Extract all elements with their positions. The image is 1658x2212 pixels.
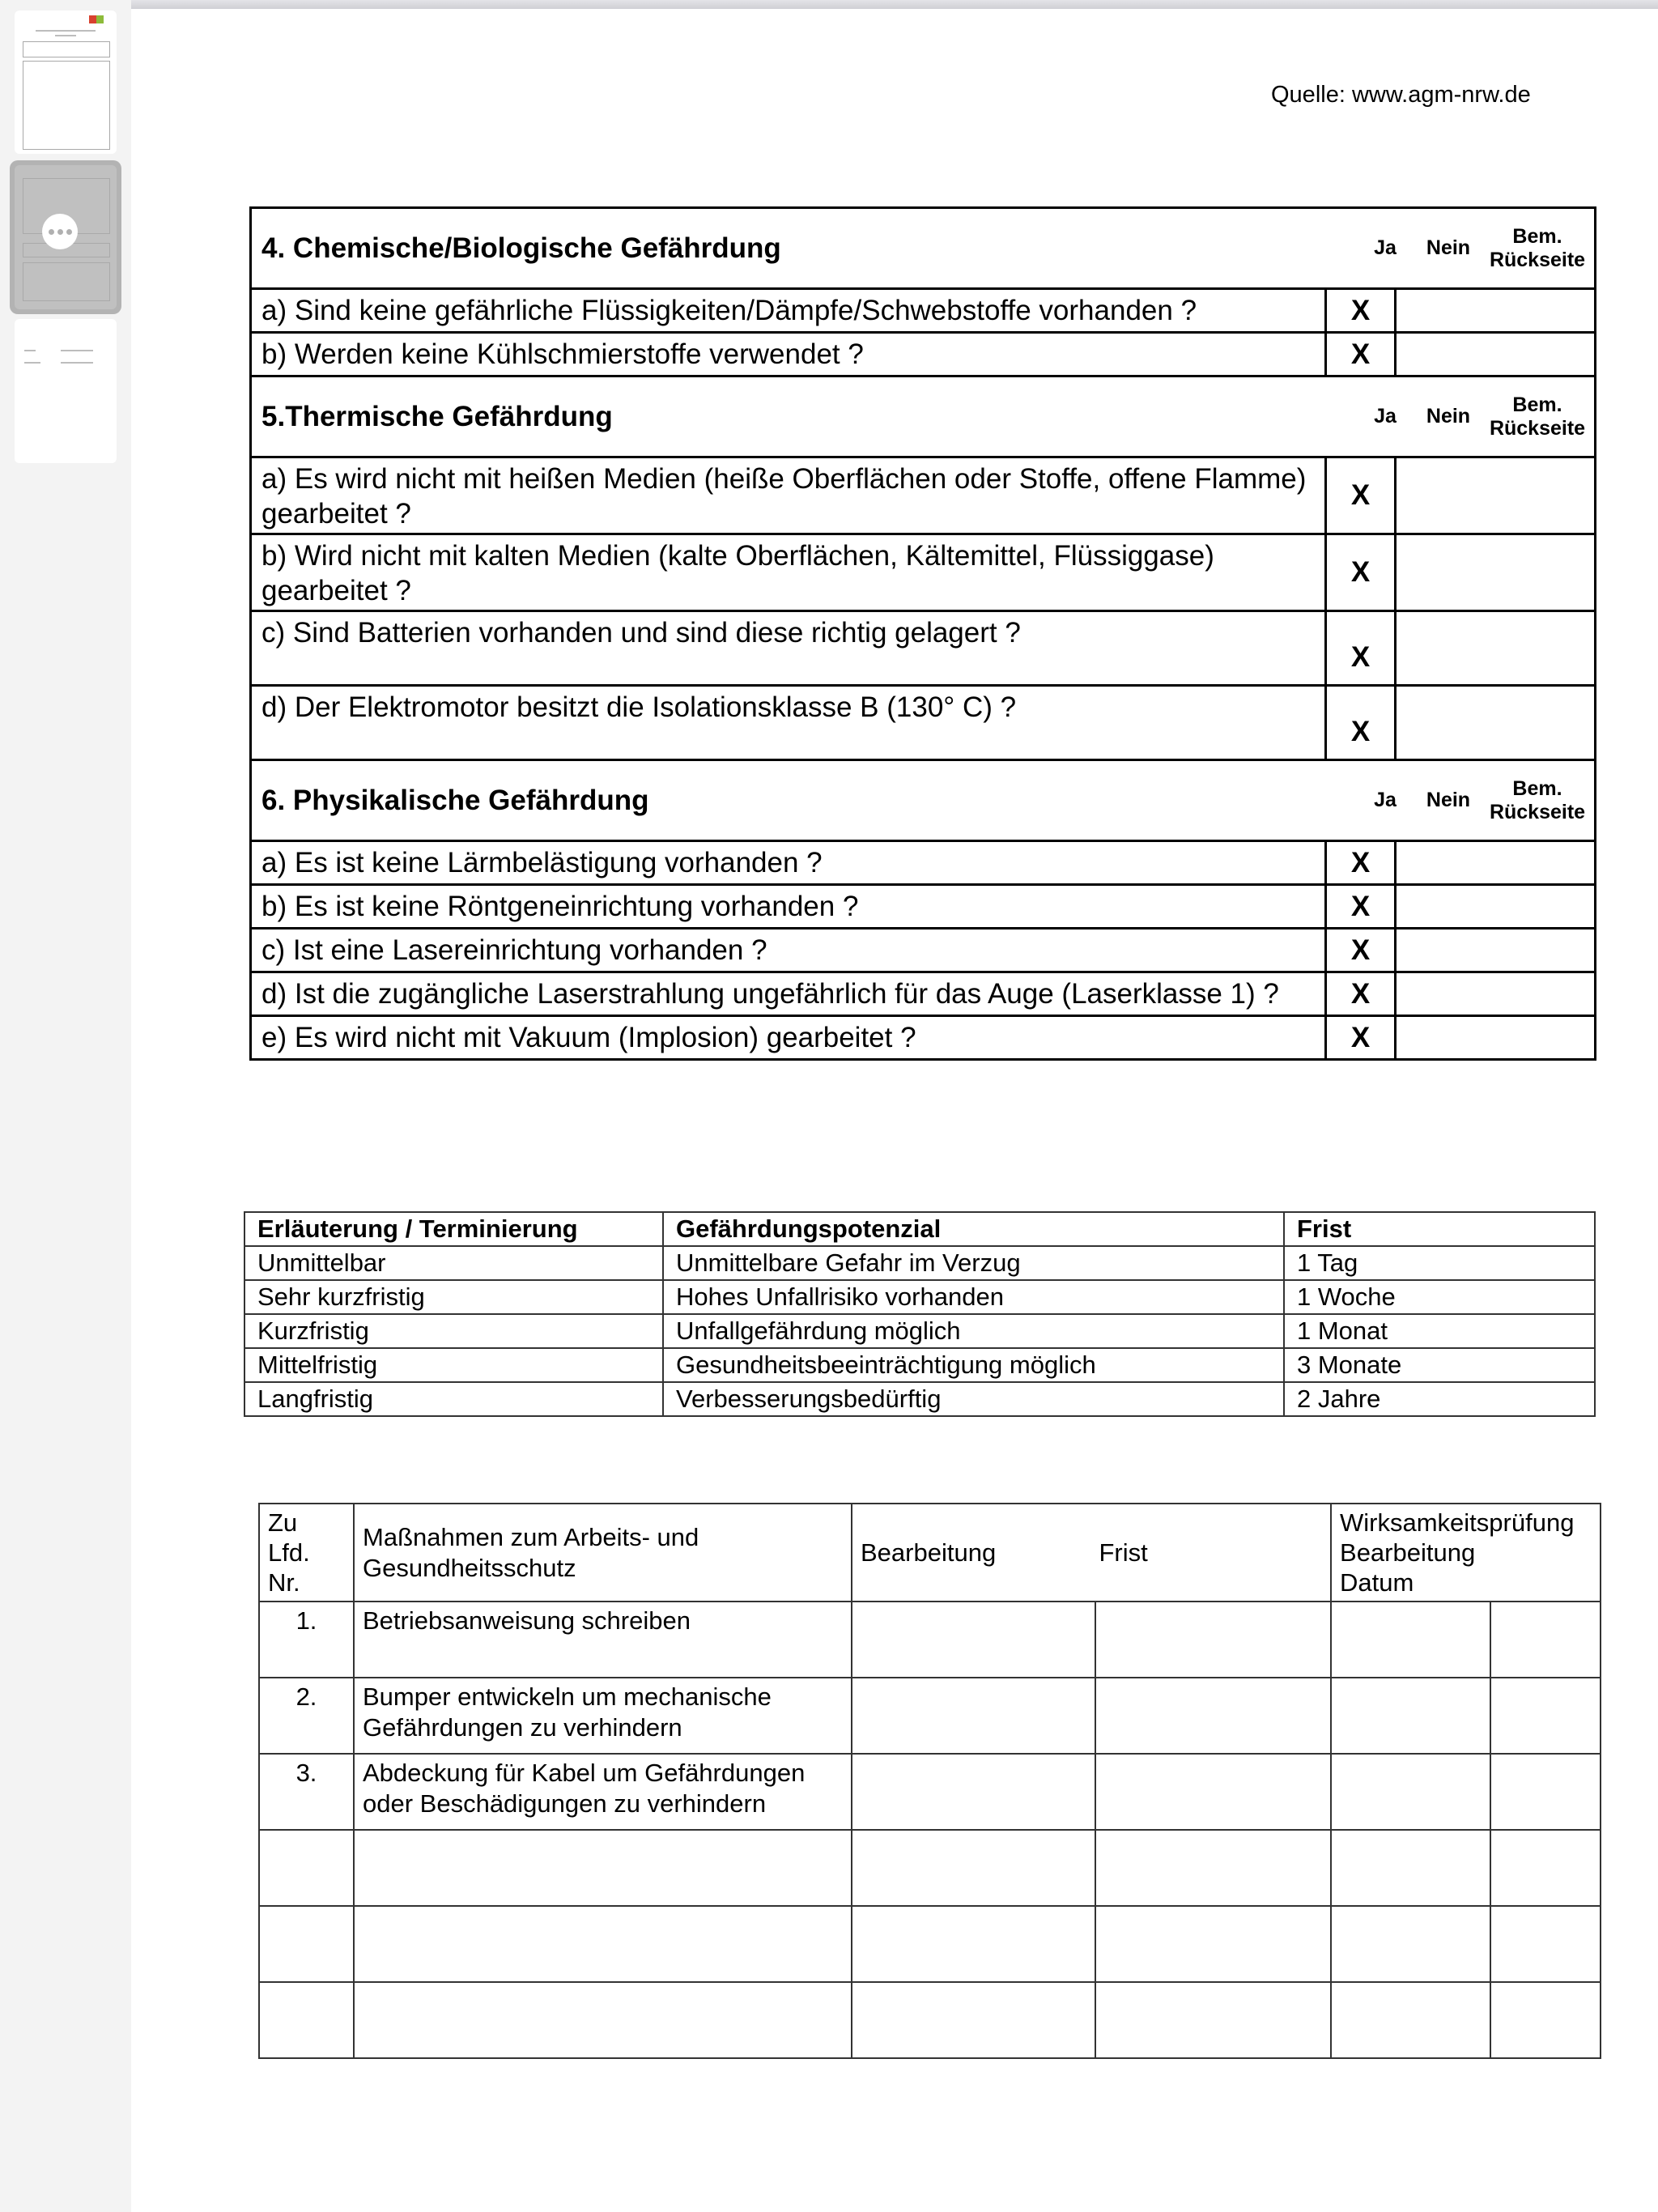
nein-cell[interactable]: [1397, 535, 1594, 610]
col-bem-line2: Rückseite: [1489, 416, 1586, 440]
col-bem: [1481, 777, 1594, 824]
header-bearbeitung: Bearbeitung: [861, 1538, 997, 1567]
ja-checkbox[interactable]: X: [1327, 535, 1397, 610]
header-measure: [354, 1504, 852, 1602]
question-text: b) Werden keine Kühlschmierstoffe verwendet ?: [252, 334, 1327, 375]
header-nr-line: Zu: [268, 1508, 298, 1537]
logo-icon-green: [96, 15, 104, 23]
legend-cell: 3 Monate: [1284, 1348, 1595, 1382]
ja-checkbox[interactable]: X: [1327, 842, 1397, 883]
measure-text[interactable]: [354, 1906, 852, 1982]
logo-icon: [89, 15, 96, 23]
section-header: [252, 761, 1594, 842]
header-frist: Frist: [1099, 1538, 1148, 1567]
legend-row: [244, 1382, 1595, 1416]
frist-cell[interactable]: [1095, 1602, 1331, 1678]
frist-cell[interactable]: [1095, 1982, 1331, 2058]
col-bem: [1481, 393, 1594, 440]
page-thumbnail-1[interactable]: [15, 11, 117, 154]
legend-cell: Hohes Unfallrisiko vorhanden: [663, 1280, 1284, 1314]
legend-cell: Unmittelbar: [244, 1246, 663, 1280]
legend-cell: Langfristig: [244, 1382, 663, 1416]
nein-cell[interactable]: [1397, 1017, 1594, 1058]
ja-checkbox[interactable]: X: [1327, 973, 1397, 1015]
header-bearbeitung-frist: [852, 1504, 1331, 1602]
more-options-button[interactable]: [42, 214, 78, 249]
nein-cell[interactable]: [1397, 290, 1594, 331]
header-measure-line: Maßnahmen zum Arbeits- und: [363, 1522, 699, 1551]
question-text: a) Es ist keine Lärmbelästigung vorhanden ?: [252, 842, 1327, 883]
measure-line: Bumper entwickeln um mechanische: [363, 1682, 772, 1711]
question-row: [252, 535, 1594, 612]
wirk-bearbeitung-cell[interactable]: [1331, 1906, 1490, 1982]
measure-line: Abdeckung für Kabel um Gefährdungen: [363, 1759, 806, 1787]
ja-checkbox[interactable]: X: [1327, 458, 1397, 533]
legend-row: [244, 1348, 1595, 1382]
bearbeitung-cell[interactable]: [852, 1602, 1095, 1678]
nein-cell[interactable]: [1397, 687, 1594, 759]
question-text: e) Es wird nicht mit Vakuum (Implosion) gearbeitet ?: [252, 1017, 1327, 1058]
measure-text[interactable]: [354, 1982, 852, 2058]
ellipsis-icon: [49, 229, 54, 235]
wirk-bearbeitung-cell[interactable]: [1331, 1678, 1490, 1754]
ja-checkbox[interactable]: X: [1327, 886, 1397, 927]
nein-cell[interactable]: [1397, 886, 1594, 927]
measure-nr: [259, 1982, 354, 2058]
col-bem-line2: Rückseite: [1489, 248, 1586, 271]
question-text: c) Ist eine Lasereinrichtung vorhanden ?: [252, 929, 1327, 971]
col-bem-line1: Bem.: [1512, 224, 1562, 248]
header-wirk-line: Wirksamkeitsprüfung: [1340, 1508, 1575, 1537]
wirk-datum-cell[interactable]: [1490, 1906, 1601, 1982]
question-text: d) Der Elektromotor besitzt die Isolationsklasse B (130° C) ?: [252, 687, 1327, 759]
question-text: a) Sind keine gefährliche Flüssigkeiten/Dämpfe/Schwebstoffe vorhanden ?: [252, 290, 1327, 331]
legend-cell: Gesundheitsbeeinträchtigung möglich: [663, 1348, 1284, 1382]
nein-cell[interactable]: [1397, 973, 1594, 1015]
col-nein: Nein: [1426, 789, 1471, 811]
measure-nr: [259, 1906, 354, 1982]
legend-row: [244, 1246, 1595, 1280]
nein-cell[interactable]: [1397, 334, 1594, 375]
legend-cell: Kurzfristig: [244, 1314, 663, 1348]
header-nr-line: Nr.: [268, 1568, 300, 1597]
question-row: [252, 929, 1594, 973]
wirk-bearbeitung-cell[interactable]: [1331, 1982, 1490, 2058]
col-ja: Ja: [1374, 236, 1397, 259]
header-wirk-line: Datum: [1340, 1568, 1414, 1597]
legend-cell: 1 Monat: [1284, 1314, 1595, 1348]
measures-header-row: [259, 1504, 1601, 1602]
wirk-bearbeitung-cell[interactable]: [1331, 1602, 1490, 1678]
bearbeitung-cell[interactable]: [852, 1678, 1095, 1754]
col-nein: Nein: [1426, 236, 1471, 259]
measure-row: [259, 1906, 1601, 1982]
measure-text[interactable]: [354, 1602, 852, 1678]
measure-nr: 2.: [259, 1678, 354, 1754]
wirk-bearbeitung-cell[interactable]: [1331, 1830, 1490, 1906]
section-header: [252, 209, 1594, 290]
question-row: [252, 458, 1594, 535]
question-row: [252, 334, 1594, 377]
ja-checkbox[interactable]: X: [1327, 929, 1397, 971]
header-wirksamkeit: [1331, 1504, 1601, 1602]
frist-cell[interactable]: [1095, 1830, 1331, 1906]
col-bem-line1: Bem.: [1512, 393, 1562, 416]
measure-row: [259, 1982, 1601, 2058]
question-text: b) Wird nicht mit kalten Medien (kalte Oberflächen, Kältemittel, Flüssiggase) gearbeitet ?: [252, 535, 1327, 610]
wirk-bearbeitung-cell[interactable]: [1331, 1754, 1490, 1830]
header-measure-line: Gesundheitsschutz: [363, 1553, 576, 1582]
nein-cell[interactable]: [1397, 612, 1594, 684]
bearbeitung-cell[interactable]: [852, 1754, 1095, 1830]
wirk-datum-cell[interactable]: [1490, 1830, 1601, 1906]
col-ja: Ja: [1374, 405, 1397, 428]
question-row: [252, 842, 1594, 886]
header-nr: [259, 1504, 354, 1602]
col-ja: Ja: [1374, 789, 1397, 811]
deadline-legend-table: [244, 1211, 1596, 1417]
measure-row: [259, 1602, 1601, 1678]
measures-table: [258, 1503, 1601, 2059]
question-text: d) Ist die zugängliche Laserstrahlung ungefährlich für das Auge (Laserklasse 1) ?: [252, 973, 1327, 1015]
wirk-datum-cell[interactable]: [1490, 1602, 1601, 1678]
nein-cell[interactable]: [1397, 929, 1594, 971]
measure-row: [259, 1754, 1601, 1830]
question-text: c) Sind Batterien vorhanden und sind diese richtig gelagert ?: [252, 612, 1327, 684]
legend-header-row: [244, 1212, 1595, 1246]
question-row: [252, 290, 1594, 334]
measure-line: oder Beschädigungen zu verhindern: [363, 1789, 767, 1818]
section-title: 6. Physikalische Gefährdung: [261, 784, 649, 816]
ja-checkbox[interactable]: X: [1327, 1017, 1397, 1058]
nein-cell[interactable]: [1397, 842, 1594, 883]
question-row: [252, 886, 1594, 929]
measure-text[interactable]: [354, 1830, 852, 1906]
frist-cell[interactable]: [1095, 1906, 1331, 1982]
wirk-datum-cell[interactable]: [1490, 1754, 1601, 1830]
header-wirk-line: Bearbeitung: [1340, 1538, 1476, 1567]
question-text: b) Es ist keine Röntgeneinrichtung vorhanden ?: [252, 886, 1327, 927]
viewer-toolbar: [131, 0, 1658, 9]
wirk-datum-cell[interactable]: [1490, 1982, 1601, 2058]
legend-cell: Verbesserungsbedürftig: [663, 1382, 1284, 1416]
legend-row: [244, 1280, 1595, 1314]
section-title: 4. Chemische/Biologische Gefährdung: [261, 232, 781, 264]
ja-checkbox[interactable]: X: [1327, 290, 1397, 331]
question-row: [252, 1017, 1594, 1061]
page-thumbnail-3[interactable]: [15, 319, 117, 463]
question-row: [252, 687, 1594, 761]
question-row: [252, 612, 1594, 687]
legend-header: Gefährdungspotenzial: [663, 1212, 1284, 1246]
col-bem: [1481, 225, 1594, 272]
ja-checkbox[interactable]: X: [1327, 612, 1397, 684]
page-thumbnail-2[interactable]: [10, 160, 121, 314]
measure-nr: 3.: [259, 1754, 354, 1830]
frist-cell[interactable]: [1095, 1678, 1331, 1754]
legend-cell: Sehr kurzfristig: [244, 1280, 663, 1314]
nein-cell[interactable]: [1397, 458, 1594, 533]
section-title: 5.Thermische Gefährdung: [261, 400, 613, 432]
source-note: Quelle: www.agm-nrw.de: [1271, 82, 1531, 108]
legend-cell: Mittelfristig: [244, 1348, 663, 1382]
col-bem-line2: Rückseite: [1489, 800, 1586, 823]
ja-checkbox[interactable]: X: [1327, 687, 1397, 759]
legend-cell: 1 Woche: [1284, 1280, 1595, 1314]
legend-cell: 1 Tag: [1284, 1246, 1595, 1280]
measure-text[interactable]: [354, 1678, 852, 1754]
header-nr-line: Lfd.: [268, 1538, 310, 1567]
measure-text[interactable]: [354, 1754, 852, 1830]
legend-row: [244, 1314, 1595, 1348]
bearbeitung-cell[interactable]: [852, 1906, 1095, 1982]
measure-row: [259, 1678, 1601, 1754]
section-header: [252, 377, 1594, 458]
ja-checkbox[interactable]: X: [1327, 334, 1397, 375]
col-bem-line1: Bem.: [1512, 776, 1562, 800]
bearbeitung-cell[interactable]: [852, 1982, 1095, 2058]
frist-cell[interactable]: [1095, 1754, 1331, 1830]
measure-row: [259, 1830, 1601, 1906]
measure-nr: [259, 1830, 354, 1906]
question-row: [252, 973, 1594, 1017]
wirk-datum-cell[interactable]: [1490, 1678, 1601, 1754]
legend-cell: Unmittelbare Gefahr im Verzug: [663, 1246, 1284, 1280]
col-nein: Nein: [1426, 405, 1471, 428]
bearbeitung-cell[interactable]: [852, 1830, 1095, 1906]
measure-nr: 1.: [259, 1602, 354, 1678]
question-text: a) Es wird nicht mit heißen Medien (heiße Oberflächen oder Stoffe, offene Flamme) gearbeitet ?: [252, 458, 1327, 533]
measure-line: Betriebsanweisung schreiben: [363, 1606, 691, 1635]
legend-header: Erläuterung / Terminierung: [244, 1212, 663, 1246]
legend-cell: Unfallgefährdung möglich: [663, 1314, 1284, 1348]
measure-line: Gefährdungen zu verhindern: [363, 1713, 682, 1742]
hazard-table: [249, 206, 1596, 1061]
legend-cell: 2 Jahre: [1284, 1382, 1595, 1416]
legend-header: Frist: [1284, 1212, 1595, 1246]
page-thumbnail-sidebar: [0, 0, 131, 2212]
